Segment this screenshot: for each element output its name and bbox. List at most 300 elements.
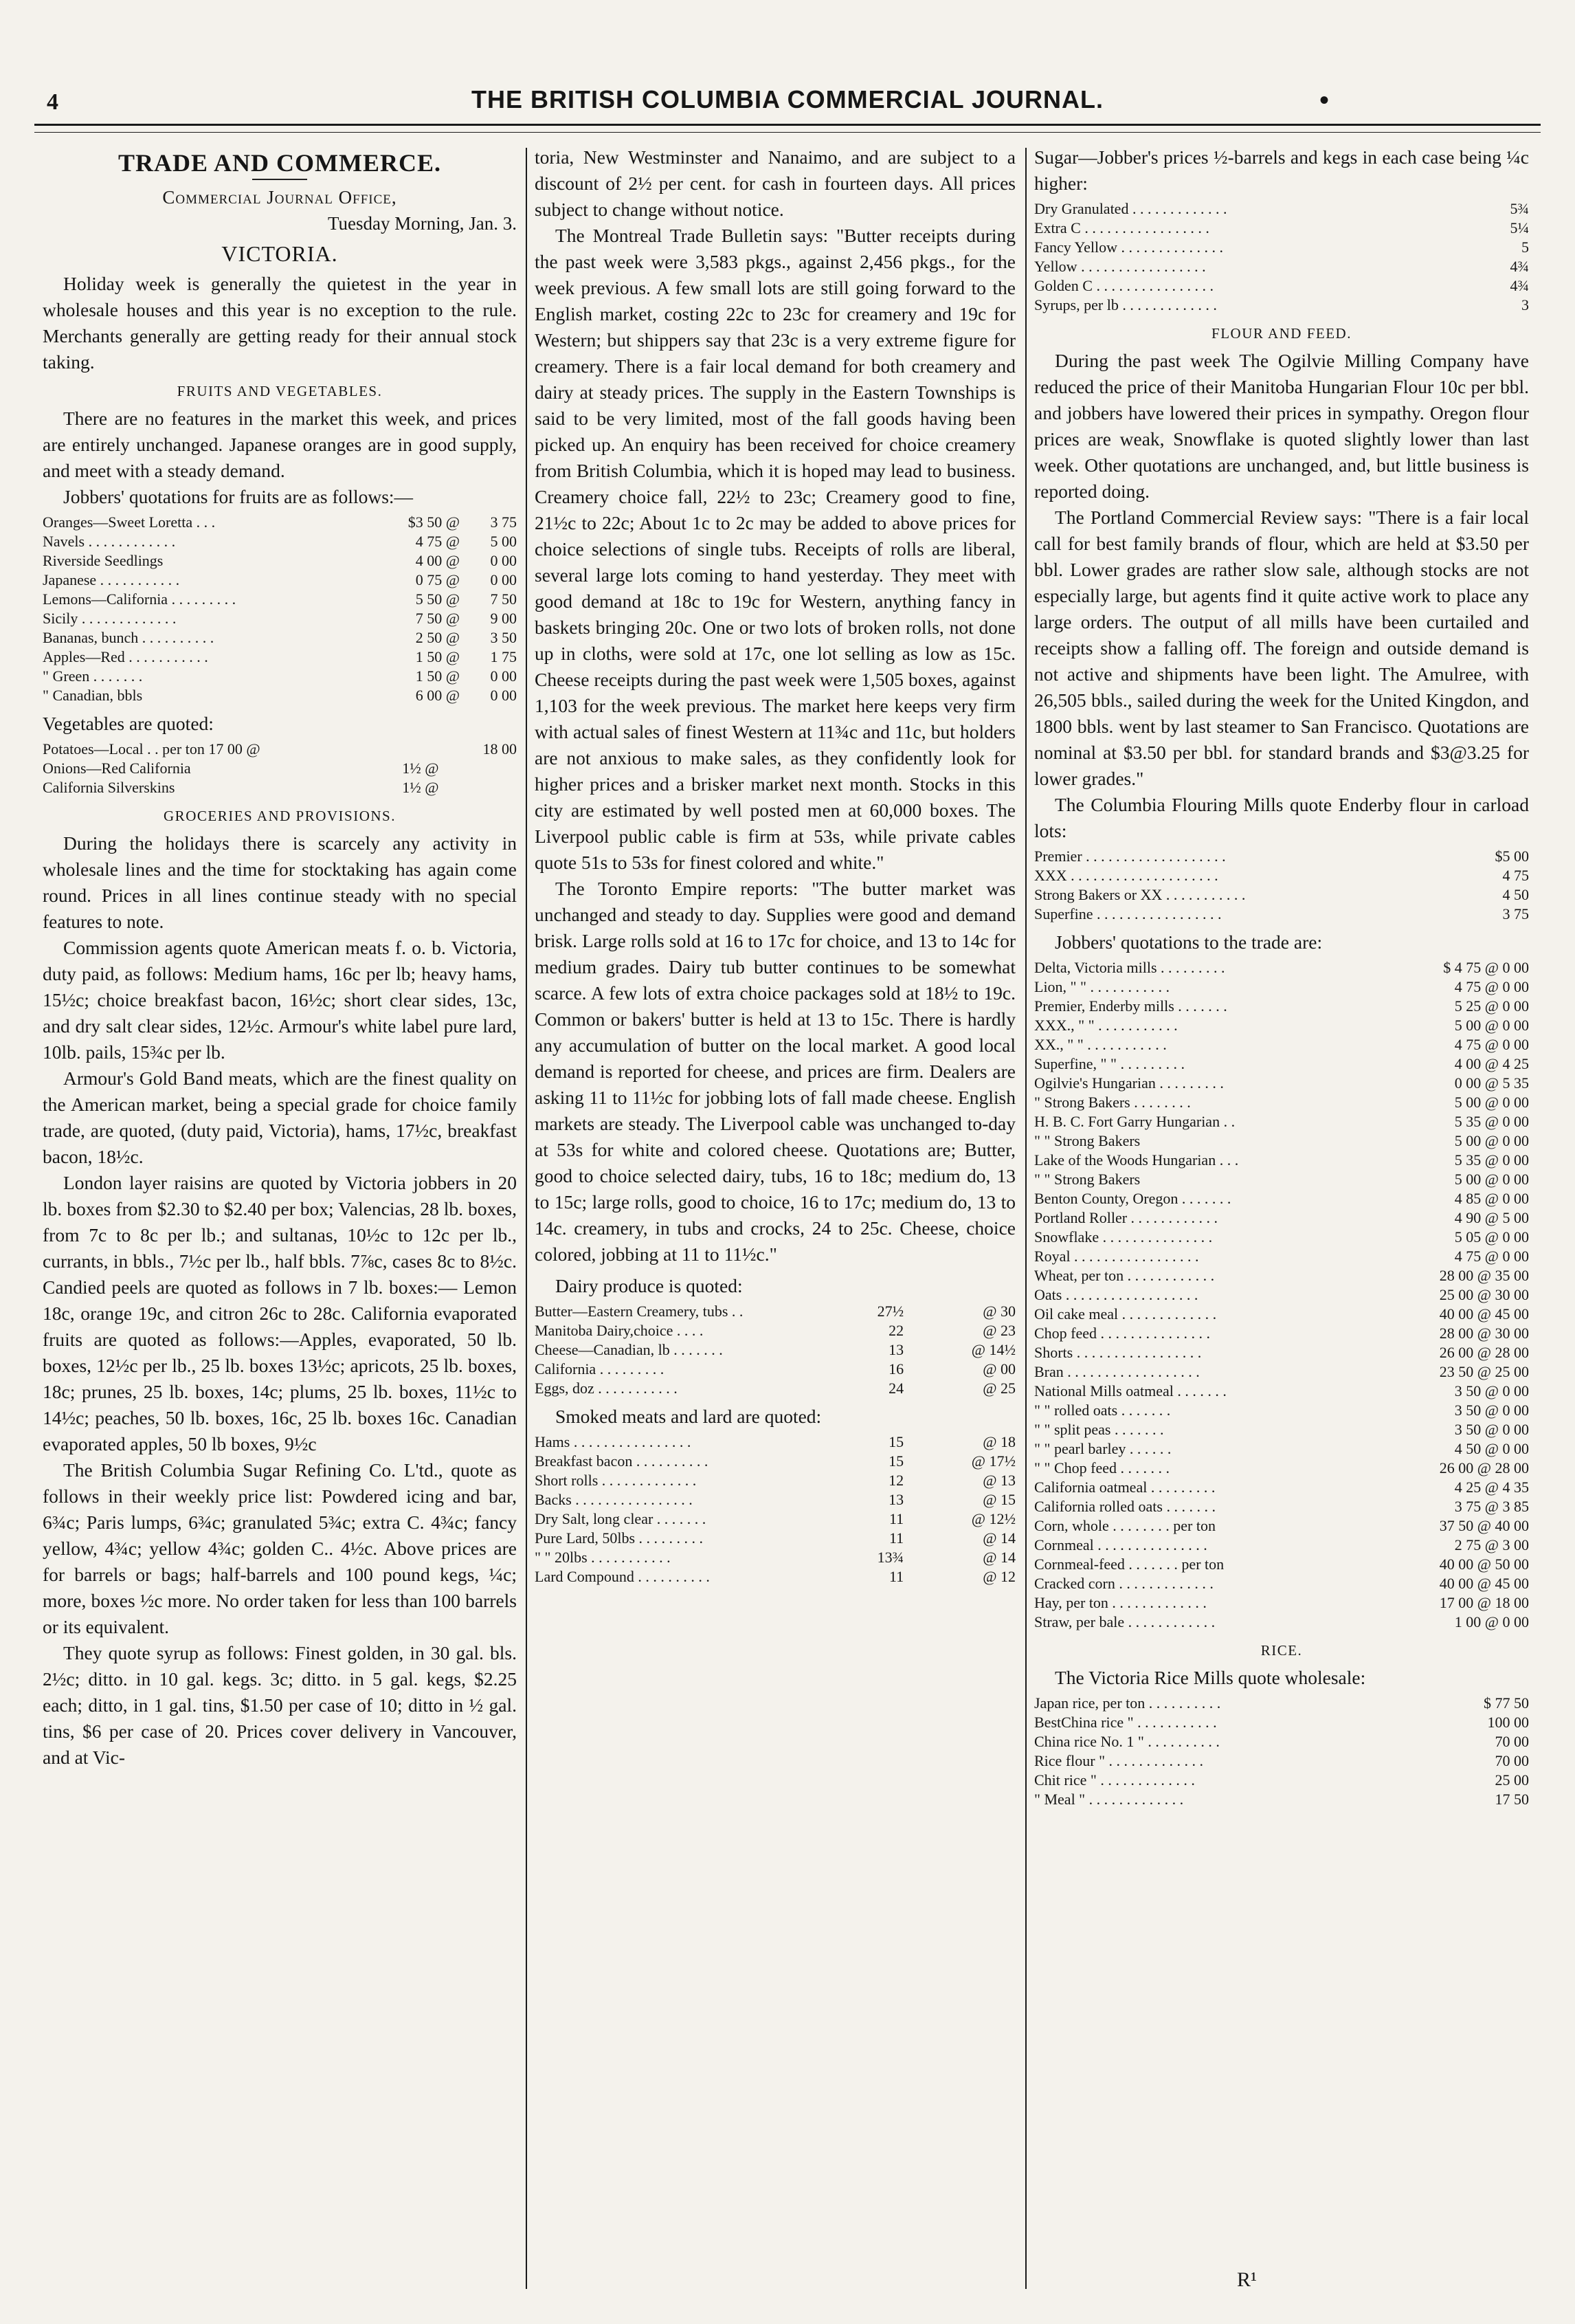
item-price: 0 00	[490, 687, 517, 704]
table-row	[1034, 1401, 1529, 1420]
dairy-price-table	[535, 1302, 1016, 1398]
item-label: H. B. C. Fort Garry Hungarian . .	[1034, 1113, 1236, 1130]
item-price: @ 14	[983, 1549, 1016, 1566]
paragraph: There are no features in the market this week, and prices are entirely unchanged. Japanese oranges are in good supply, and meet with a steady demand.	[43, 408, 517, 481]
table-row	[1034, 1593, 1529, 1613]
item-price: @ 18	[983, 1433, 1016, 1450]
item-label: Shorts . . . . . . . . . . . . . . . . .	[1034, 1344, 1202, 1361]
table-row	[1034, 1189, 1529, 1208]
item-price: 1 50 @	[415, 648, 460, 665]
office-line: Commercial Journal Office,	[162, 187, 397, 208]
item-price: 5 35 @ 0 00	[1454, 1151, 1529, 1169]
table-row	[1034, 276, 1529, 296]
item-price: 13¾	[877, 1549, 904, 1566]
item-price: 0 00	[490, 571, 517, 588]
table-row	[1034, 1771, 1529, 1790]
item-price: 0 00 @ 5 35	[1454, 1074, 1529, 1092]
table-row	[1034, 1151, 1529, 1170]
table-row	[43, 571, 517, 590]
table-row	[1034, 1208, 1529, 1228]
item-label: Cornmeal-feed . . . . . . . per ton	[1034, 1556, 1225, 1573]
table-row	[535, 1340, 1016, 1360]
table-row	[1034, 1093, 1529, 1112]
item-price: 4 25 @ 4 35	[1454, 1479, 1529, 1496]
paragraph: Smoked meats and lard are quoted:	[555, 1406, 822, 1427]
paragraph: The British Columbia Sugar Refining Co. L'td., quote as follows in their weekly price list: Powdered icing and bar, 6¾c; Paris lumps, 6¾c; granulated 5¾c; extra C. 4¾c; fancy yellow, 4¾c; yellow 4¾c; golden C.. 4½c. Above prices are for barrels or bags; half-barrels and 100 pound kegs, ¼c; more, boxes ½c more. No order taken for less than 100 barrels or its equivalent.	[43, 1459, 517, 1637]
item-label: Chop feed . . . . . . . . . . . . . . .	[1034, 1325, 1211, 1342]
table-row	[43, 667, 517, 686]
item-label: Manitoba Dairy,choice . . . .	[535, 1322, 704, 1339]
item-label: Japanese . . . . . . . . . . .	[43, 571, 180, 588]
item-price: 5 00 @ 0 00	[1454, 1171, 1529, 1188]
item-label: Apples—Red . . . . . . . . . . .	[43, 648, 208, 665]
item-price: @ 14	[983, 1529, 1016, 1547]
item-label: Straw, per bale . . . . . . . . . . . .	[1034, 1613, 1216, 1630]
item-price: 27½	[877, 1303, 904, 1320]
paragraph: London layer raisins are quoted by Victoria jobbers in 20 lb. boxes from $2.30 to $2.40 per box; Valencias, 28 lb. boxes, from 7c to 8c per lb.; and sultanas, 10½c to 12c per lb., currants, in bbls., 7½c per lb., half bbls. 7⅞c, cases 8c to 8½c. Candied peels are quoted as follows in 7 lb. boxes:— Lemon 18c, orange 19c, and citron 26c to 28c. California evaporated fruits are quoted as follows:—Apples, evaporated, 50 lb. boxes, 12½c per lb., 25 lb. boxes 13½c; apricots, 25 lb. boxes, 18c; prunes, 25 lb. boxes, 14c; plums, 25 lb. boxes, 11½c to 14½c; peaches, 50 lb. boxes, 16c, 25 lb. boxes 16c. Canadian evaporated apples, 50 lb boxes, 9½c	[43, 1172, 517, 1454]
item-price: 4¾	[1510, 258, 1529, 275]
item-label: Lake of the Woods Hungarian . . .	[1034, 1151, 1239, 1169]
paragraph: The Victoria Rice Mills quote wholesale:	[1055, 1667, 1366, 1688]
paragraph: Vegetables are quoted:	[43, 713, 214, 734]
item-label: National Mills oatmeal . . . . . . .	[1034, 1382, 1227, 1399]
table-row	[1034, 1751, 1529, 1771]
item-price	[439, 778, 517, 797]
paragraph: Jobbers' quotations for fruits are as follows:—	[63, 486, 414, 507]
item-label: Hams . . . . . . . . . . . . . . . .	[535, 1433, 691, 1450]
item-price: 100 00	[1487, 1714, 1529, 1731]
item-price: 22	[889, 1322, 904, 1339]
item-price	[439, 759, 517, 778]
item-price	[355, 740, 438, 759]
item-price: @ 30	[983, 1303, 1016, 1320]
table-row	[1034, 905, 1529, 924]
item-price: 3 50 @ 0 00	[1454, 1402, 1529, 1419]
item-price: 26 00 @ 28 00	[1439, 1344, 1529, 1361]
item-price: 2 75 @ 3 00	[1454, 1536, 1529, 1553]
subheading: GROCERIES AND PROVISIONS.	[164, 808, 396, 824]
item-label: Bran . . . . . . . . . . . . . . . . . .	[1034, 1363, 1200, 1380]
item-price: 3	[1521, 296, 1529, 313]
item-price: 7 50	[490, 590, 517, 608]
item-price: 4 85 @ 0 00	[1454, 1190, 1529, 1207]
item-price: 40 00 @ 45 00	[1439, 1305, 1529, 1323]
item-label: Extra C . . . . . . . . . . . . . . . . .	[1034, 219, 1209, 236]
table-row	[43, 628, 517, 648]
item-price: 4 00 @	[415, 552, 460, 569]
item-label: " " pearl barley . . . . . .	[1034, 1440, 1172, 1457]
paragraph: The Toronto Empire reports: "The butter market was unchanged and steady to day. Supplies were good and demand brisk. Large rolls sold at 16 to 17c for choice, and 13 to 14c for medium grades. Dairy tub butter continues to be somewhat scarce. A few lots of extra choice packages sold at 18½ to 19c. Common or bakers' butter is held at 13 to 15c. There is hardly any accumulation of butter on the local market. A good local demand is reported for cheese, and prices are firm. Dealers are asking 11 to 11½c for jobbing lots of fall made cheese. English markets are steady. The Liverpool cable was unchanged to-day at 53s for white and colored cheese. Quotations are; Butter, good to choice selected dairy, tubs, 16 to 18c; medium do, 13 to 15c; large rolls, good to choice, 16 to 17c; medium do, 13 to 14c. creamery, in tubs and crocks, 24 to 25c. Cheese, choice colored, jobbing at 11 to 11½c."	[535, 878, 1016, 1265]
item-label: " " split peas . . . . . . .	[1034, 1421, 1164, 1438]
table-row	[535, 1321, 1016, 1340]
table-row	[535, 1471, 1016, 1490]
item-price: 5 25 @ 0 00	[1454, 997, 1529, 1015]
header-rule	[34, 132, 1541, 133]
table-row	[535, 1432, 1016, 1452]
item-label: Cheese—Canadian, lb . . . . . . .	[535, 1341, 723, 1358]
table-row	[1034, 1228, 1529, 1247]
table-row	[1034, 1054, 1529, 1074]
item-price: 15	[889, 1433, 904, 1450]
item-label: " " Strong Bakers	[1034, 1132, 1141, 1149]
table-row	[535, 1302, 1016, 1321]
table-row	[1034, 1324, 1529, 1343]
vegetable-price-table	[43, 740, 517, 797]
item-price: 24	[889, 1380, 904, 1397]
item-label: California rolled oats . . . . . . .	[1034, 1498, 1216, 1515]
item-label: " " Strong Bakers	[1034, 1171, 1141, 1188]
table-row	[535, 1529, 1016, 1548]
sugar-price-table	[1034, 199, 1529, 315]
footer-signature: R¹	[1237, 2268, 1258, 2291]
item-price: 1½ @	[402, 760, 439, 777]
item-price: 28 00 @ 35 00	[1439, 1267, 1529, 1284]
item-price: $5 00	[1495, 848, 1529, 865]
table-row	[535, 1509, 1016, 1529]
table-row	[43, 740, 517, 759]
item-price: 17 00 @ 18 00	[1439, 1594, 1529, 1611]
ornament-dot: •	[1319, 85, 1330, 115]
table-row	[1034, 219, 1529, 238]
paragraph: The Montreal Trade Bulletin says: "Butter receipts during the past week were 3,583 pkgs., against 2,456 pkgs., for the week previous. A few small lots are still going forward to the English market, costing 22c to 23c for creamery and 19c for Western; but shippers say that 23c is a very extreme figure for creamery. There is a fair local demand for both creamery and dairy at steady prices. The supply in the Eastern Townships is said to be very limited, most of the fall goods having been picked up. An enquiry has been received for choice creamery from British Columbia, which it is hoped may lead to business. Creamery choice fall, 22½ to 23c; Creamery good to fine, 21½c to 22c; About 1c to 2c may be added to above prices for choice selections of single tubs. Receipts of rolls are liberal, several large lots coming to hand yesterday. They meet with good demand at 18c to 19c for Western, anything fancy in baskets bringing 20c. One or two lots of broken rolls, not done up in cloths, were sold at 17c, one lot selling as low as 15c. Cheese receipts during the past week were 1,505 boxes, against 1,103 for the week previous. The market here keeps very firm with actual sales of finest Western at 11¾c and 11c, but holders are not anxious to make sales, as they confidently look for higher prices and a brisker market next month. Stocks in this city are estimated by well posted men at 60,000 boxes. The Liverpool public cable is firm at 53s, while private cables quote 51s to 53s for finest colored and white."	[535, 225, 1016, 873]
paragraph: Sugar—Jobber's prices ½-barrels and kegs in each case being ¼c higher:	[1034, 146, 1529, 194]
table-row	[43, 532, 517, 551]
item-price: 70 00	[1495, 1733, 1529, 1750]
item-price: 40 00 @ 45 00	[1439, 1575, 1529, 1592]
item-price: 25 00	[1495, 1771, 1529, 1789]
table-row	[1034, 1382, 1529, 1401]
table-row	[1034, 238, 1529, 257]
item-price: 5 05 @ 0 00	[1454, 1228, 1529, 1246]
item-price: @ 23	[983, 1322, 1016, 1339]
paragraph: Armour's Gold Band meats, which are the finest quality on the American market, being a special grade for choice family trade, are quoted, (duty paid, Victoria), hams, 17½c, breakfast bacon, 18½c.	[43, 1067, 517, 1167]
paragraph: The Columbia Flouring Mills quote Enderby flour in carload lots:	[1034, 794, 1529, 841]
item-label: Cornmeal . . . . . . . . . . . . . . .	[1034, 1536, 1207, 1553]
item-price: $ 4 75 @ 0 00	[1443, 959, 1529, 976]
item-label: Navels . . . . . . . . . . . .	[43, 533, 176, 550]
item-label: Golden C . . . . . . . . . . . . . . . .	[1034, 277, 1214, 294]
item-price: 13	[889, 1491, 904, 1508]
item-price: @ 15	[983, 1491, 1016, 1508]
item-label: Butter—Eastern Creamery, tubs . .	[535, 1303, 744, 1320]
item-label: Lemons—California . . . . . . . . .	[43, 590, 236, 608]
item-price: 5 35 @ 0 00	[1454, 1113, 1529, 1130]
item-label: XXX . . . . . . . . . . . . . . . . . . . .	[1034, 867, 1218, 884]
city-heading: VICTORIA.	[221, 241, 338, 266]
item-label: " " 20lbs . . . . . . . . . . .	[535, 1549, 671, 1566]
item-price: @ 25	[983, 1380, 1016, 1397]
item-price: 4 75 @	[415, 533, 460, 550]
table-row	[1034, 1613, 1529, 1632]
table-row	[1034, 199, 1529, 219]
item-label: Syrups, per lb . . . . . . . . . . . . .	[1034, 296, 1217, 313]
item-price: @ 14½	[971, 1341, 1016, 1358]
item-price: 26 00 @ 28 00	[1439, 1459, 1529, 1476]
item-label: " Canadian, bbls	[43, 687, 143, 704]
table-row	[535, 1567, 1016, 1586]
item-label: Royal . . . . . . . . . . . . . . . . .	[1034, 1248, 1199, 1265]
item-price: 5 00	[490, 533, 517, 550]
item-price: 4 75 @ 0 00	[1454, 1036, 1529, 1053]
item-label: " Strong Bakers . . . . . . . .	[1034, 1094, 1191, 1111]
table-row	[1034, 1439, 1529, 1459]
table-row	[43, 609, 517, 628]
item-price: $3 50 @	[407, 513, 460, 531]
masthead	[34, 81, 1541, 126]
table-row	[1034, 1713, 1529, 1732]
table-row	[1034, 1285, 1529, 1305]
item-label: China rice No. 1 " . . . . . . . . . .	[1034, 1733, 1220, 1750]
item-price: 25 00 @ 30 00	[1439, 1286, 1529, 1303]
item-label: Rice flour " . . . . . . . . . . . . .	[1034, 1752, 1204, 1769]
paragraph: The Portland Commercial Review says: "There is a fair local call for best family brands of flour, which are held at $3.50 per bbl. Lower grades are rather slow sale, although stocks are not especially large, but agents find it quite active work to place any large orders. The output of all mills have been curtailed and receipts show a falling off. The foreign and outside demand is not active and shipments have been light. The Amulree, with 26,505 bbls., sailed during the week for the United Kingdon, and 1800 bbls. went by last steamer to San Francisco. Quotations are nominal at $3.50 per bbl. for standard brands and $3@3.25 for lower grades."	[1034, 507, 1529, 789]
item-label: Strong Bakers or XX . . . . . . . . . . .	[1034, 886, 1246, 903]
item-label: Yellow . . . . . . . . . . . . . . . . .	[1034, 258, 1206, 275]
table-row	[43, 759, 517, 778]
item-label: Pure Lard, 50lbs . . . . . . . . .	[535, 1529, 704, 1547]
item-price: 3 50 @ 0 00	[1454, 1382, 1529, 1399]
column-divider	[526, 148, 527, 2289]
item-label: Breakfast bacon . . . . . . . . . .	[535, 1452, 708, 1470]
item-label: Premier, Enderby mills . . . . . . .	[1034, 997, 1227, 1015]
table-row	[1034, 1459, 1529, 1478]
item-label: " " Chop feed . . . . . . .	[1034, 1459, 1170, 1476]
smoked-meats-table	[535, 1432, 1016, 1586]
item-label: Snowflake . . . . . . . . . . . . . . .	[1034, 1228, 1213, 1246]
item-label: Hay, per ton . . . . . . . . . . . . .	[1034, 1594, 1207, 1611]
item-price: 3 75	[490, 513, 517, 531]
item-label: Potatoes—Local . . per ton 17 00 @	[43, 740, 260, 757]
item-label: Dry Granulated . . . . . . . . . . . . .	[1034, 200, 1227, 217]
item-label: Lard Compound . . . . . . . . . .	[535, 1568, 710, 1585]
item-label: Bananas, bunch . . . . . . . . . .	[43, 629, 214, 646]
section-heading: TRADE AND COMMERCE.	[118, 149, 441, 177]
paragraph: Jobbers' quotations to the trade are:	[1055, 931, 1323, 953]
table-row	[1034, 847, 1529, 866]
table-row	[535, 1548, 1016, 1567]
item-label: BestChina rice " . . . . . . . . . . .	[1034, 1714, 1217, 1731]
table-row	[1034, 1112, 1529, 1131]
item-label: Fancy Yellow . . . . . . . . . . . . . .	[1034, 239, 1224, 256]
item-label: Superfine, " " . . . . . . . . .	[1034, 1055, 1185, 1072]
item-label: Wheat, per ton . . . . . . . . . . . .	[1034, 1267, 1215, 1284]
item-label: " Green . . . . . . .	[43, 667, 143, 685]
item-price: 5 00 @ 0 00	[1454, 1017, 1529, 1034]
table-row	[1034, 1478, 1529, 1497]
table-row	[1034, 1362, 1529, 1382]
table-row	[535, 1379, 1016, 1398]
item-price: 11	[889, 1510, 904, 1527]
item-price: 5 50 @	[415, 590, 460, 608]
item-price: 4 50	[1502, 886, 1529, 903]
item-price: 3 75	[1502, 905, 1529, 922]
item-label: Oats . . . . . . . . . . . . . . . . . .	[1034, 1286, 1198, 1303]
paragraph: Commission agents quote American meats f. o. b. Victoria, duty paid, as follows: Medium hams, 16c per lb; heavy hams, 15½c; choice breakfast bacon, 16½c; short clear sides, 13c, and dry salt clear sides, 12½c. Armour's white label pure lard, 10lb. pails, 15¾c per lb.	[43, 937, 517, 1063]
table-row	[535, 1490, 1016, 1509]
enderby-flour-table	[1034, 847, 1529, 924]
item-price: 3 50	[490, 629, 517, 646]
item-label: California oatmeal . . . . . . . . .	[1034, 1479, 1216, 1496]
item-label: Eggs, doz . . . . . . . . . . .	[535, 1380, 678, 1397]
item-price: 5	[1521, 239, 1529, 256]
item-price: 4 50 @ 0 00	[1454, 1440, 1529, 1457]
rice-price-table	[1034, 1694, 1529, 1809]
item-price: 7 50 @	[415, 610, 460, 627]
table-row	[1034, 958, 1529, 977]
item-price: 13	[889, 1341, 904, 1358]
dateline: Tuesday Morning, Jan. 3.	[327, 213, 517, 234]
item-label: Sicily . . . . . . . . . . . . .	[43, 610, 177, 627]
item-price: 4 90 @ 5 00	[1454, 1209, 1529, 1226]
item-label: Chit rice " . . . . . . . . . . . . .	[1034, 1771, 1195, 1789]
table-row	[1034, 885, 1529, 905]
item-price: 5 00 @ 0 00	[1454, 1094, 1529, 1111]
item-price: @ 13	[983, 1472, 1016, 1489]
item-label: XX., " " . . . . . . . . . . .	[1034, 1036, 1167, 1053]
subheading: FRUITS AND VEGETABLES.	[177, 383, 383, 399]
table-row	[43, 648, 517, 667]
paragraph: During the past week The Ogilvie Milling Company have reduced the price of their Manitoba Hungarian Flour 10c per bbl. and jobbers have lowered their prices in sympathy. Oregon flour prices are weak, Snowflake is quoted slightly lower than last week. Other quotations are unchanged, and, but little business is reported doing.	[1034, 350, 1529, 502]
heading-rule	[252, 179, 307, 180]
table-row	[1034, 866, 1529, 885]
item-label: XXX., " " . . . . . . . . . . .	[1034, 1017, 1178, 1034]
table-row	[535, 1452, 1016, 1471]
item-price: 9 00	[490, 610, 517, 627]
item-label: " Meal " . . . . . . . . . . . . .	[1034, 1791, 1184, 1808]
column-divider	[1025, 148, 1027, 2289]
table-row	[1034, 1516, 1529, 1536]
paragraph: During the holidays there is scarcely any activity in wholesale lines and the time for stocktaking has again come round. Prices in all lines continue steady with no special features to note.	[43, 832, 517, 932]
item-label: " " rolled oats . . . . . . .	[1034, 1402, 1171, 1419]
table-row	[1034, 1170, 1529, 1189]
item-price: 1 75	[490, 648, 517, 665]
table-row	[43, 778, 517, 797]
item-price: @ 12	[983, 1568, 1016, 1585]
subheading: RICE.	[1260, 1642, 1303, 1659]
paragraph: Dairy produce is quoted:	[555, 1275, 743, 1296]
table-row	[43, 590, 517, 609]
item-label: Onions—Red California	[43, 760, 191, 777]
item-label: Benton County, Oregon . . . . . . .	[1034, 1190, 1231, 1207]
item-price: 4 75 @ 0 00	[1454, 978, 1529, 995]
item-label: Ogilvie's Hungarian . . . . . . . . .	[1034, 1074, 1224, 1092]
item-price: @ 12½	[971, 1510, 1016, 1527]
paragraph: toria, New Westminster and Nanaimo, and are subject to a discount of 2½ per cent. for cash in fourteen days. All prices subject to change without notice.	[535, 146, 1016, 220]
subheading: FLOUR AND FEED.	[1211, 325, 1352, 342]
item-label: Cracked corn . . . . . . . . . . . . .	[1034, 1575, 1214, 1592]
column-1	[43, 144, 517, 2289]
item-price: 17 50	[1495, 1791, 1529, 1808]
table-row	[1034, 1497, 1529, 1516]
item-price: 40 00 @ 50 00	[1439, 1556, 1529, 1573]
item-label: Corn, whole . . . . . . . . per ton	[1034, 1517, 1216, 1534]
item-price: 5 00 @ 0 00	[1454, 1132, 1529, 1149]
table-row	[1034, 1266, 1529, 1285]
item-label: California . . . . . . . . .	[535, 1360, 664, 1377]
table-row	[1034, 997, 1529, 1016]
table-row	[43, 513, 517, 532]
table-row	[1034, 1555, 1529, 1574]
item-label: Riverside Seedlings	[43, 552, 164, 569]
item-price: 70 00	[1495, 1752, 1529, 1769]
item-price: 16	[889, 1360, 904, 1377]
column-2	[535, 144, 1016, 2289]
item-price: 0 75 @	[415, 571, 460, 588]
trade-quotations-table	[1034, 958, 1529, 1632]
item-price: 11	[889, 1568, 904, 1585]
item-label: Japan rice, per ton . . . . . . . . . .	[1034, 1694, 1221, 1712]
item-price: 4 75 @ 0 00	[1454, 1248, 1529, 1265]
table-row	[1034, 1074, 1529, 1093]
table-row	[1034, 1420, 1529, 1439]
item-price: 1 50 @	[415, 667, 460, 685]
item-price: 23 50 @ 25 00	[1439, 1363, 1529, 1380]
item-label: Portland Roller . . . . . . . . . . . .	[1034, 1209, 1218, 1226]
item-price: 28 00 @ 30 00	[1439, 1325, 1529, 1342]
table-row	[1034, 1305, 1529, 1324]
item-price: 3 50 @ 0 00	[1454, 1421, 1529, 1438]
item-price: 6 00 @	[415, 687, 460, 704]
item-label: Lion, " " . . . . . . . . . . .	[1034, 978, 1170, 995]
item-price: @ 17½	[971, 1452, 1016, 1470]
item-label: Superfine . . . . . . . . . . . . . . . . .	[1034, 905, 1222, 922]
table-row	[1034, 977, 1529, 997]
fruit-price-table	[43, 513, 517, 705]
table-row	[43, 686, 517, 705]
table-row	[1034, 1732, 1529, 1751]
item-label: California Silverskins	[43, 779, 175, 796]
item-label: Dry Salt, long clear . . . . . . .	[535, 1510, 706, 1527]
table-row	[1034, 1790, 1529, 1809]
item-price: 18 00	[482, 740, 517, 757]
table-row	[1034, 1016, 1529, 1035]
item-price: 0 00	[490, 552, 517, 569]
item-price: 0 00	[490, 667, 517, 685]
item-price: 4¾	[1510, 277, 1529, 294]
item-label: Delta, Victoria mills . . . . . . . . .	[1034, 959, 1225, 976]
item-price: 12	[889, 1472, 904, 1489]
item-price: 15	[889, 1452, 904, 1470]
item-price: 1½ @	[402, 779, 439, 796]
table-row	[1034, 1131, 1529, 1151]
item-price: 4 75	[1502, 867, 1529, 884]
table-row	[1034, 296, 1529, 315]
item-label: Short rolls . . . . . . . . . . . . .	[535, 1472, 697, 1489]
item-price: 1 00 @ 0 00	[1454, 1613, 1529, 1630]
table-row	[1034, 1536, 1529, 1555]
paragraph: They quote syrup as follows: Finest golden, in 30 gal. bls. 2½c; ditto. in 10 gal. kegs. 3c; ditto. in 5 gal. kegs, $2.25 each; ditto, in 1 gal. tins, $1.50 per case of 10; ditto in ½ gal. tins, $6 per case of 20. Prices cover delivery in Vancouver, and at Vic-	[43, 1642, 517, 1768]
item-price: 11	[889, 1529, 904, 1547]
page-number: 4	[47, 89, 58, 115]
table-row	[1034, 1247, 1529, 1266]
table-row	[1034, 257, 1529, 276]
table-row	[43, 551, 517, 571]
item-price: 5¾	[1510, 200, 1529, 217]
item-price: 3 75 @ 3 85	[1454, 1498, 1529, 1515]
item-price: $ 77 50	[1484, 1694, 1529, 1712]
item-price: 2 50 @	[415, 629, 460, 646]
paragraph: Holiday week is generally the quietest in the year in wholesale houses and this year is no exception to the rule. Merchants generally are getting ready for their annual stock taking.	[43, 273, 517, 373]
item-price: 37 50 @ 40 00	[1439, 1517, 1529, 1534]
column-3	[1034, 144, 1529, 2289]
journal-title: THE BRITISH COLUMBIA COMMERCIAL JOURNAL.	[471, 85, 1104, 113]
item-price: 4 00 @ 4 25	[1454, 1055, 1529, 1072]
table-row	[1034, 1035, 1529, 1054]
item-price: @ 00	[983, 1360, 1016, 1377]
item-label: Oranges—Sweet Loretta . . .	[43, 513, 216, 531]
table-row	[535, 1360, 1016, 1379]
table-row	[1034, 1343, 1529, 1362]
